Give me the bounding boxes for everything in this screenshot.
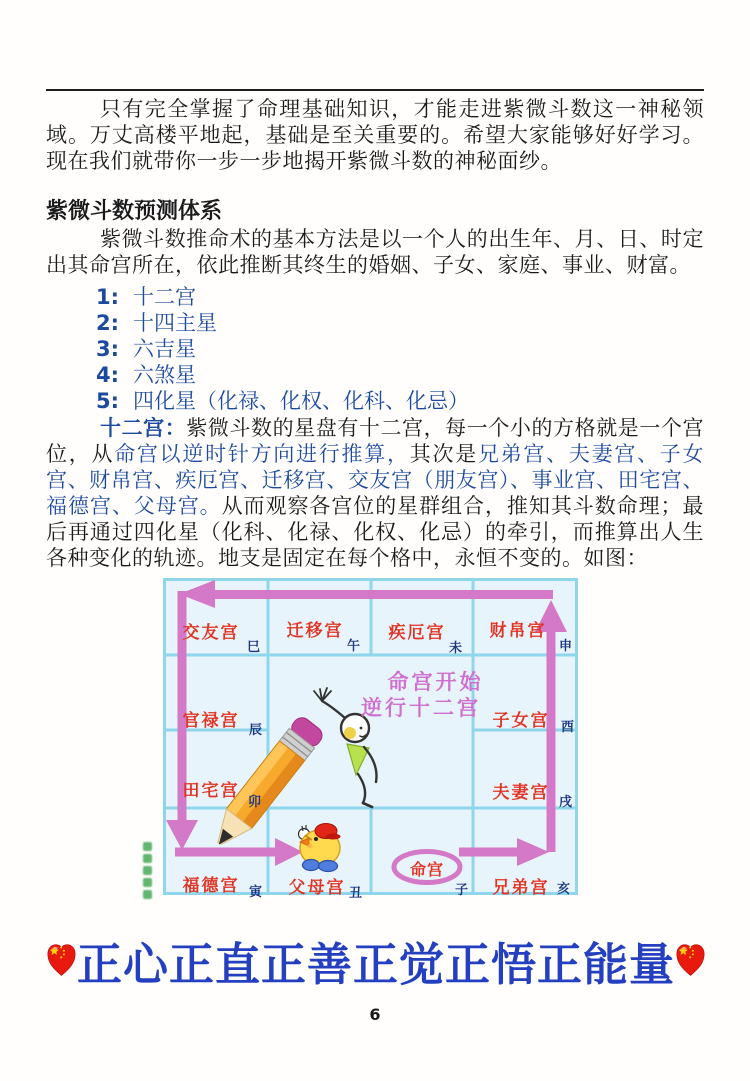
branch-you-label: 酉 (561, 720, 575, 735)
siblings-palace-label: 兄弟宫 (492, 878, 550, 898)
list-item-number: 5: (96, 389, 120, 413)
slogan-banner (46, 922, 706, 998)
page-number: 6 (369, 1005, 381, 1024)
parents-palace-label: 父母宫 (288, 878, 346, 898)
list-item-label: 六吉星 (133, 337, 197, 361)
chick-illustration (299, 824, 341, 872)
branch-xu-label: 戌 (559, 795, 573, 810)
text-segment: 紫微斗数的星盘有十二宫，每一个小的方格就是一个宫位，从 (46, 416, 704, 466)
china-flag-heart-icon (675, 929, 706, 991)
list-item-label: 十四主星 (133, 311, 218, 335)
health-palace-label: 疾厄宫 (388, 623, 446, 643)
wealth-palace-label: 财帛宫 (489, 621, 547, 641)
career-palace-label: 官禄宫 (182, 711, 240, 731)
property-palace-label: 田宅宫 (182, 781, 240, 801)
china-flag-heart-icon (46, 929, 77, 991)
branch-chen-label: 辰 (249, 723, 263, 738)
list-item (46, 336, 704, 362)
arrow-top-shaft (213, 590, 553, 599)
text-segment: 十二宫： (100, 415, 187, 440)
spouse-palace-label: 夫妻宫 (492, 783, 550, 803)
text-segment: 其次是 (409, 442, 478, 466)
text-segment: 兄弟宫、夫妻宫、子女宫、财帛宫、疾厄宫、迁移宫、交友宫（朋友宫）、事业宫、田宅宫、福德宫、父母宫。 (46, 442, 705, 518)
list-item (46, 310, 704, 336)
children-palace-label: 子女宫 (492, 711, 550, 731)
list-item (46, 388, 704, 414)
key-points-list (46, 284, 704, 414)
branch-si-label: 巳 (247, 640, 261, 655)
green-watermark (143, 842, 157, 899)
branch-yin-label: 寅 (249, 885, 263, 900)
chart-caption-line1: 命宫开始 (387, 669, 484, 694)
travel-palace-label: 迁移宫 (286, 621, 344, 641)
life-palace-label: 命宫 (409, 860, 444, 879)
list-item-number: 3: (96, 337, 120, 361)
branch-shen-label: 申 (559, 639, 573, 654)
list-item-label: 六煞星 (133, 363, 197, 387)
twelve-palace-chart (163, 578, 578, 901)
section-heading: 紫微斗数预测体系 (46, 199, 223, 224)
virtue-palace-label: 福德宫 (182, 876, 240, 896)
list-item (46, 284, 704, 310)
branch-hai-label: 亥 (557, 882, 571, 897)
branch-chou-label: 丑 (349, 886, 363, 901)
chart-caption-line2: 逆行十二宫 (361, 695, 481, 720)
list-item-label: 四化星（化禄、化权、化科、化忌） (133, 389, 470, 413)
list-item (46, 362, 704, 388)
slogan-text: 正心正直正善正觉正悟正能量 (76, 937, 675, 991)
friends-palace-label: 交友宫 (182, 623, 240, 643)
branch-wu-label: 午 (347, 639, 361, 654)
text-segment: 命宫以逆时针方向进行推算， (114, 442, 410, 466)
twelve-palaces-paragraph (46, 415, 704, 571)
branch-wei-label: 未 (449, 641, 463, 656)
branch-zi-label: 子 (455, 883, 469, 898)
branch-mao-label: 卯 (248, 795, 262, 810)
list-item-number: 4: (96, 363, 120, 387)
list-item-number: 2: (96, 311, 120, 335)
intro-paragraph: 只有完全掌握了命理基础知识，才能走进紫微斗数这一神秘领域。万丈高楼平地起，基础是至关重要的。希望大家能够好好学习。现在我们就带你一步一步地揭开紫微斗数的神秘面纱。 (46, 97, 704, 173)
method-paragraph: 紫微斗数推命术的基本方法是以一个人的出生年、月、日、时定出其命宫所在，依此推断其终生的婚姻、子女、家庭、事业、财富。 (46, 227, 704, 277)
list-item-number: 1: (96, 285, 120, 309)
header-rule (46, 89, 704, 91)
list-item-label: 十二宫 (133, 285, 197, 309)
text-segment: 从而观察各宫位的星群组合，推知其斗数命理；最后再通过四化星（化科、化禄、化权、化忌）的牵引，而推算出人生各种变化的轨迹。地支是固定在每个格中，永恒不变的。如图： (46, 494, 705, 570)
